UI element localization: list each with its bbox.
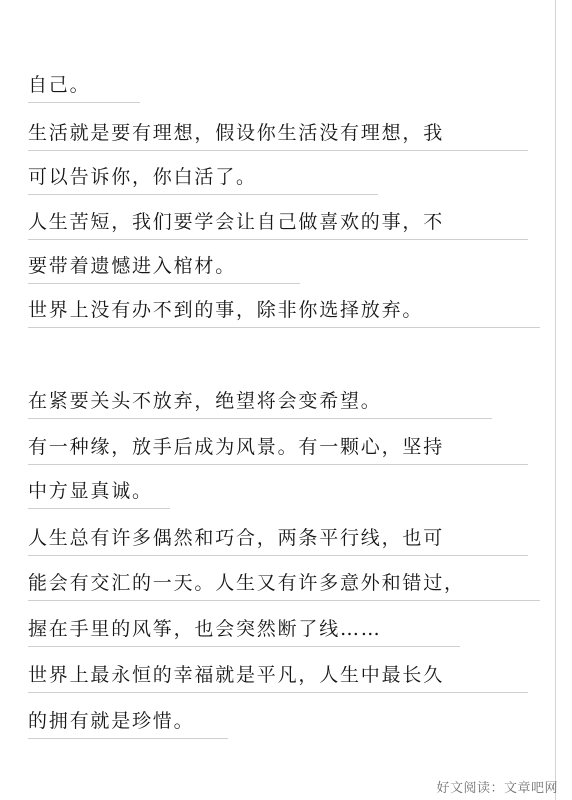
- text-line-9: 中方显真诚。: [28, 474, 170, 509]
- text-line-10: 人生总有许多偶然和巧合，两条平行线，也可: [28, 521, 528, 556]
- source-watermark: 好文阅读：文章吧网: [436, 781, 558, 796]
- text-line-13: 世界上最永恒的幸福就是平凡，人生中最长久: [28, 658, 528, 693]
- text-line-8: 有一种缘，放手后成为风景。有一颗心，坚持: [28, 430, 528, 465]
- text-line-1: 自己。: [28, 68, 140, 103]
- text-line-5: 要带着遗憾进入棺材。: [28, 249, 300, 284]
- text-line-14: 的拥有就是珍惜。: [28, 704, 228, 739]
- text-line-3: 可以告诉你，你白活了。: [28, 160, 378, 195]
- page-edge: [555, 0, 556, 800]
- text-line-4: 人生苦短，我们要学会让自己做喜欢的事，不: [28, 205, 528, 240]
- text-line-12: 握在手里的风筝，也会突然断了线……: [28, 612, 460, 647]
- text-line-2: 生活就是要有理想，假设你生活没有理想，我: [28, 116, 528, 151]
- text-line-7: 在紧要关头不放弃，绝望将会变希望。: [28, 384, 492, 419]
- text-line-11: 能会有交汇的一天。人生又有许多意外和错过，: [28, 566, 540, 601]
- text-line-6: 世界上没有办不到的事，除非你选择放弃。: [28, 293, 540, 328]
